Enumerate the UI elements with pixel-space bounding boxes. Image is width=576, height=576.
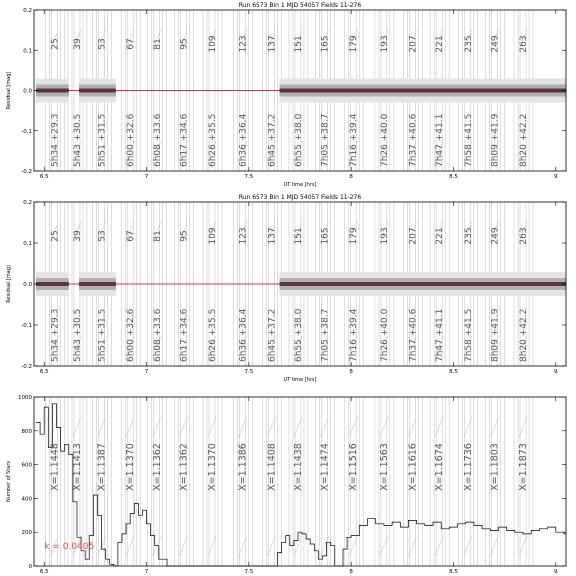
field-coordinate-label: 7h16 +39.4 bbox=[349, 113, 360, 167]
field-coordinate-label: 6h26 +35.5 bbox=[208, 308, 219, 362]
airmass-label: X=1.1370 bbox=[207, 443, 219, 491]
field-number-label: 249 bbox=[490, 35, 501, 53]
y-tick-label: 200 bbox=[21, 530, 32, 537]
x-tick-label: 6.5 bbox=[39, 369, 49, 375]
field-coordinate-label: 6h26 +35.5 bbox=[208, 113, 219, 167]
field-coordinate-label: 6h45 +37.2 bbox=[267, 113, 278, 167]
field-coordinate-label: 6h08 +33.6 bbox=[152, 113, 163, 167]
airmass-label: X=1.1387 bbox=[96, 443, 108, 491]
field-number-label: 193 bbox=[379, 35, 390, 53]
airmass-label: X=1.1516 bbox=[348, 443, 360, 491]
x-tick-label: 9 bbox=[554, 174, 558, 180]
y-tick-label: -0.1 bbox=[21, 128, 32, 135]
y-axis-label: Number of Stars bbox=[6, 461, 12, 502]
field-number-label: 179 bbox=[349, 227, 360, 245]
y-axis-label: Residual [mag] bbox=[6, 71, 12, 110]
x-tick-label: 7 bbox=[144, 569, 149, 575]
x-tick-label: 8 bbox=[349, 569, 353, 575]
y-tick-label: 0 bbox=[28, 564, 32, 570]
field-coordinate-label: 5h51 +31.5 bbox=[97, 308, 108, 362]
field-number-label: 123 bbox=[238, 227, 249, 245]
field-number-label: 53 bbox=[97, 230, 108, 242]
field-number-label: 81 bbox=[152, 230, 163, 242]
field-number-label: 39 bbox=[72, 230, 83, 242]
field-number-label: 25 bbox=[50, 230, 61, 242]
field-number-label: 151 bbox=[293, 227, 304, 245]
y-tick-label: 0.2 bbox=[23, 8, 32, 14]
field-number-label: 165 bbox=[320, 227, 331, 245]
field-coordinate-label: 6h45 +37.2 bbox=[267, 308, 278, 362]
field-number-label: 235 bbox=[463, 227, 474, 245]
airmass-label: X=1.1674 bbox=[434, 443, 446, 491]
field-number-label: 81 bbox=[152, 38, 163, 50]
field-coordinate-label: 6h00 +32.6 bbox=[126, 113, 137, 167]
y-tick-label: 0.2 bbox=[23, 200, 32, 206]
field-coordinate-label: 5h34 +29.3 bbox=[50, 113, 61, 167]
x-tick-label: 7.5 bbox=[244, 174, 254, 180]
field-coordinate-label: 5h34 +29.3 bbox=[50, 308, 61, 362]
x-tick-label: 6.5 bbox=[39, 174, 49, 180]
field-number-label: 193 bbox=[379, 227, 390, 245]
field-coordinate-label: 7h47 +41.1 bbox=[435, 113, 446, 167]
y-tick-label: 1000 bbox=[18, 395, 32, 401]
field-number-label: 249 bbox=[490, 227, 501, 245]
x-tick-label: 8.5 bbox=[449, 174, 458, 180]
field-coordinate-label: 8h09 +41.9 bbox=[490, 113, 501, 167]
field-number-label: 67 bbox=[126, 230, 137, 242]
field-coordinate-label: 8h20 +42.2 bbox=[519, 308, 530, 362]
field-number-label: 179 bbox=[349, 35, 360, 53]
y-tick-label: 600 bbox=[21, 462, 32, 469]
field-coordinate-label: 6h55 +38.0 bbox=[293, 113, 304, 167]
field-number-label: 263 bbox=[519, 35, 530, 53]
airmass-label: X=1.1413 bbox=[71, 443, 83, 491]
field-coordinate-label: 6h00 +32.6 bbox=[126, 308, 137, 362]
field-number-label: 109 bbox=[208, 227, 219, 245]
y-tick-label: 400 bbox=[21, 496, 32, 503]
field-number-label: 95 bbox=[179, 230, 190, 242]
residual-panel-top bbox=[6, 2, 566, 188]
field-coordinate-label: 7h26 +40.0 bbox=[379, 113, 390, 167]
x-tick-label: 7.5 bbox=[244, 369, 254, 375]
field-coordinate-label: 6h17 +34.6 bbox=[179, 308, 190, 362]
y-tick-label: 0.1 bbox=[23, 241, 32, 247]
y-axis-label: Residual [mag] bbox=[6, 265, 12, 303]
x-tick-label: 7 bbox=[144, 369, 149, 375]
y-tick-label: -0.2 bbox=[21, 169, 32, 175]
field-number-label: 165 bbox=[320, 35, 331, 53]
field-coordinate-label: 5h43 +30.5 bbox=[72, 308, 83, 362]
x-tick-label: 8.5 bbox=[449, 369, 458, 375]
field-number-label: 95 bbox=[179, 38, 190, 50]
field-coordinate-label: 5h51 +31.5 bbox=[97, 113, 108, 167]
field-number-label: 39 bbox=[72, 38, 83, 50]
field-number-label: 221 bbox=[435, 35, 446, 53]
residual-panel-middle bbox=[6, 194, 566, 383]
airmass-label: X=1.1736 bbox=[462, 443, 474, 491]
field-number-label: 151 bbox=[293, 35, 304, 53]
chart-title: Run 6573 Bin 1 MJD 54057 Fields 11-276 bbox=[238, 194, 362, 201]
y-tick-label: 800 bbox=[21, 428, 32, 435]
field-coordinate-label: 5h43 +30.5 bbox=[72, 113, 83, 167]
field-coordinate-label: 7h37 +40.6 bbox=[408, 113, 419, 167]
field-coordinate-label: 7h05 +38.7 bbox=[320, 113, 331, 167]
field-number-label: 207 bbox=[408, 35, 419, 53]
field-number-label: 123 bbox=[238, 35, 249, 53]
field-coordinate-label: 6h55 +38.0 bbox=[293, 308, 304, 362]
field-number-label: 207 bbox=[408, 227, 419, 245]
airmass-label: X=1.1803 bbox=[489, 443, 501, 491]
field-coordinate-label: 7h26 +40.0 bbox=[379, 308, 390, 362]
field-coordinate-label: 8h20 +42.2 bbox=[519, 113, 530, 167]
airmass-label: X=1.1386 bbox=[237, 443, 249, 491]
airmass-label: X=1.1474 bbox=[319, 443, 331, 491]
airmass-label: X=1.1448 bbox=[49, 443, 61, 491]
x-axis-label: UT time [hrs] bbox=[283, 377, 317, 383]
field-coordinate-label: 6h17 +34.6 bbox=[179, 113, 190, 167]
star-count-panel bbox=[6, 395, 566, 576]
extinction-coefficient-label: k = 0.0405 bbox=[44, 542, 95, 553]
field-number-label: 137 bbox=[267, 35, 278, 53]
airmass-label: X=1.1616 bbox=[407, 443, 419, 491]
chart-title: Run 6573 Bin 1 MJD 54057 Fields 11-276 bbox=[238, 2, 362, 9]
x-tick-label: 7.5 bbox=[244, 569, 254, 575]
field-number-label: 137 bbox=[267, 227, 278, 245]
x-tick-label: 8 bbox=[349, 174, 353, 180]
y-tick-label: 0.0 bbox=[23, 282, 32, 288]
field-coordinate-label: 8h09 +41.9 bbox=[490, 308, 501, 362]
field-coordinate-label: 6h36 +36.4 bbox=[238, 308, 249, 362]
y-tick-label: 0.0 bbox=[23, 88, 32, 95]
field-number-label: 221 bbox=[435, 227, 446, 245]
x-tick-label: 8.5 bbox=[449, 569, 458, 575]
field-number-label: 235 bbox=[463, 35, 474, 53]
x-tick-label: 6.5 bbox=[39, 569, 49, 575]
airmass-label: X=1.1438 bbox=[292, 443, 304, 491]
field-coordinate-label: 7h58 +41.5 bbox=[463, 113, 474, 167]
x-tick-label: 8 bbox=[349, 369, 353, 375]
airmass-label: X=1.1370 bbox=[125, 443, 137, 491]
y-tick-label: -0.1 bbox=[21, 323, 32, 329]
airmass-label: X=1.1362 bbox=[178, 443, 190, 491]
field-number-label: 25 bbox=[50, 38, 61, 50]
field-coordinate-label: 6h08 +33.6 bbox=[152, 308, 163, 362]
x-axis-label: UT time [hrs] bbox=[283, 182, 317, 188]
field-coordinate-label: 7h37 +40.6 bbox=[408, 308, 419, 362]
airmass-label: X=1.1873 bbox=[518, 443, 530, 491]
field-coordinate-label: 7h58 +41.5 bbox=[463, 308, 474, 362]
y-tick-label: -0.2 bbox=[21, 364, 32, 370]
airmass-label: X=1.1563 bbox=[378, 443, 390, 491]
field-number-label: 263 bbox=[519, 227, 530, 245]
x-tick-label: 9 bbox=[554, 569, 558, 575]
field-coordinate-label: 7h16 +39.4 bbox=[349, 308, 360, 362]
x-tick-label: 7 bbox=[144, 174, 149, 180]
airmass-label: X=1.1362 bbox=[151, 443, 163, 491]
field-number-label: 53 bbox=[97, 38, 108, 50]
field-number-label: 67 bbox=[126, 38, 137, 50]
field-number-label: 109 bbox=[208, 35, 219, 53]
field-coordinate-label: 7h05 +38.7 bbox=[320, 308, 331, 362]
field-coordinate-label: 6h36 +36.4 bbox=[238, 113, 249, 167]
y-tick-label: 0.1 bbox=[23, 48, 32, 55]
airmass-label: X=1.1408 bbox=[266, 443, 278, 491]
field-coordinate-label: 7h47 +41.1 bbox=[435, 308, 446, 362]
x-tick-label: 9 bbox=[554, 369, 558, 375]
